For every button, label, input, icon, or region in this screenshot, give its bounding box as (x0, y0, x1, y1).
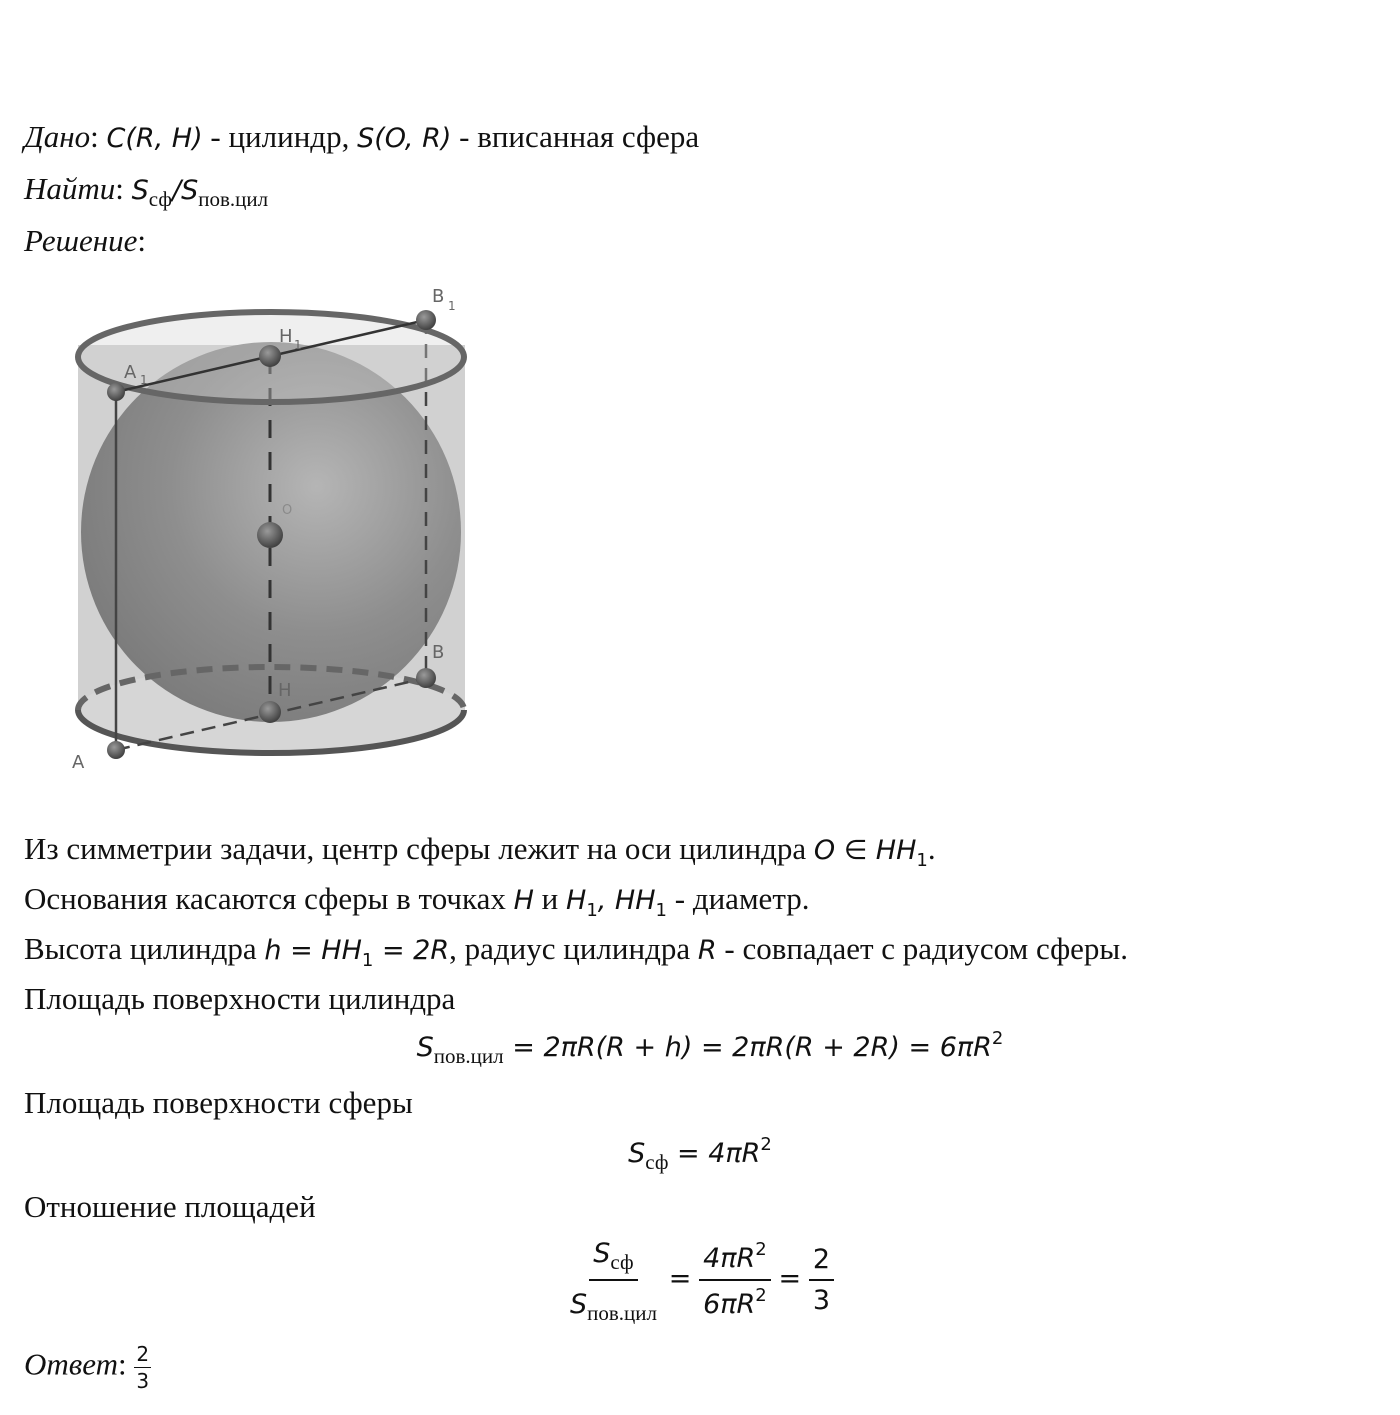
point-b (416, 668, 436, 688)
equation-cylinder-area (0, 1028, 1400, 1069)
find-slash: / (171, 175, 182, 206)
label-a1: A (124, 362, 137, 383)
given-label: Дано (24, 119, 91, 154)
ratio-fraction-1 (566, 1234, 661, 1326)
text-line-2-h: H (513, 885, 534, 916)
eq1-sub: пов.цил (433, 1044, 504, 1068)
ratio-num-sub: сф (610, 1250, 634, 1274)
label-b1: B (432, 286, 445, 307)
find-sub-cyl: пов.цил (198, 187, 269, 211)
eq1-rhs: = 2πR(R + h) = 2πR(R + 2R) = 6πR (503, 1032, 992, 1063)
text-line-3-r: R (697, 935, 717, 966)
label-b1-sub: 1 (448, 299, 456, 313)
eq2-sup: 2 (760, 1134, 772, 1155)
text-line-2 (24, 880, 810, 922)
find-s-sphere: S (131, 175, 149, 206)
ratio-fraction-2 (699, 1239, 771, 1321)
label-h1: H (279, 326, 293, 347)
text-line-1-end: . (927, 831, 936, 866)
answer-den: 3 (136, 1369, 150, 1393)
ratio-f3-num: 2 (809, 1244, 834, 1281)
text-line-4-a: Площадь поверхности цилиндра (24, 981, 456, 1016)
point-h1 (259, 345, 281, 367)
text-line-3-sub: 1 (361, 950, 374, 971)
answer-num: 2 (136, 1342, 150, 1366)
text-line-8-a: Отношение площадей (24, 1189, 316, 1224)
ratio-eq-2: = (778, 1263, 802, 1295)
point-b1 (416, 310, 436, 330)
ratio-f2-den: 6πR (703, 1289, 756, 1320)
ratio-fraction-3 (809, 1244, 834, 1316)
sphere-text: - вписанная сфера (459, 119, 700, 154)
find-s-cyl: S (181, 175, 199, 206)
text-line-1-a: Из симметрии задачи, центр сферы лежит на оси цилиндра (24, 831, 814, 866)
text-line-4 (24, 980, 455, 1017)
sphere-notation: S(O, R) (357, 123, 452, 154)
point-h (259, 701, 281, 723)
cylinder-sphere-figure (60, 280, 480, 800)
cylinder-text: - цилиндр, (210, 119, 350, 154)
text-line-2-sub2: 1 (655, 900, 667, 921)
ratio-f3-den: 3 (812, 1285, 831, 1316)
text-line-2-a: Основания касаются сферы в точках (24, 881, 514, 916)
text-line-6 (24, 1084, 413, 1121)
label-b: B (432, 642, 445, 663)
answer-fraction (134, 1342, 151, 1393)
ratio-f2-num: 4πR (703, 1243, 756, 1274)
find-label: Найти (24, 171, 116, 206)
text-line-8 (24, 1188, 316, 1225)
equation-ratio (0, 1234, 1400, 1326)
label-h1-sub: 1 (294, 338, 302, 352)
label-a: A (72, 752, 85, 773)
equation-sphere-area (0, 1134, 1400, 1175)
text-line-3-math: h = HH (264, 935, 362, 966)
answer-line: Ответ: $\frac{2}{3}$ (24, 1342, 150, 1393)
text-line-6-a: Площадь поверхности сферы (24, 1085, 413, 1120)
point-a1 (107, 383, 125, 401)
given-line: Дано: C(R, H) - цилиндр, S(O, R) - вписанная сфера (24, 119, 700, 154)
text-line-3-b: , радиус цилиндра (449, 931, 698, 966)
answer-label: Ответ (24, 1346, 118, 1382)
eq1-sup: 2 (991, 1028, 1004, 1049)
point-a (107, 741, 125, 759)
cylinder-notation: C(R, H) (106, 123, 203, 154)
ratio-num-s: S (593, 1238, 611, 1269)
text-line-1-sub: 1 (916, 850, 928, 871)
text-line-3-c: - совпадает с радиусом сферы. (716, 931, 1129, 966)
find-line: Найти: $S_{сф}/S_{пов.цил}$ (24, 171, 269, 211)
point-o (257, 522, 283, 548)
solution-line: Решение: (24, 223, 146, 258)
ratio-f2-num-sup: 2 (755, 1239, 767, 1260)
solution-label: Решение (24, 223, 138, 258)
eq2-s: S (628, 1138, 646, 1169)
text-line-1 (24, 830, 936, 872)
text-line-3 (24, 930, 1128, 972)
text-line-2-end: - диаметр. (667, 881, 810, 916)
eq1-s: S (416, 1032, 434, 1063)
eq2-sub: сф (645, 1150, 669, 1174)
ratio-den-s: S (569, 1289, 588, 1320)
text-line-2-h1: H (566, 885, 587, 916)
label-h: H (278, 680, 292, 701)
text-line-3-math2: = 2R (373, 935, 450, 966)
ratio-eq-1: = (668, 1263, 692, 1295)
find-sub-sphere: сф (148, 187, 172, 211)
ratio-den-sub: пов.цил (587, 1301, 657, 1325)
label-o: O (282, 503, 293, 518)
text-line-1-math: O ∈ HH (813, 835, 917, 866)
ratio-f2-den-sup: 2 (755, 1285, 767, 1306)
text-line-2-and: и (533, 881, 566, 916)
label-a1-sub: 1 (140, 373, 148, 387)
text-line-2-sub1: 1 (586, 900, 598, 921)
text-line-3-a: Высота цилиндра (24, 931, 265, 966)
text-line-2-hh: , HH (597, 885, 656, 916)
eq2-rhs: = 4πR (668, 1138, 761, 1169)
